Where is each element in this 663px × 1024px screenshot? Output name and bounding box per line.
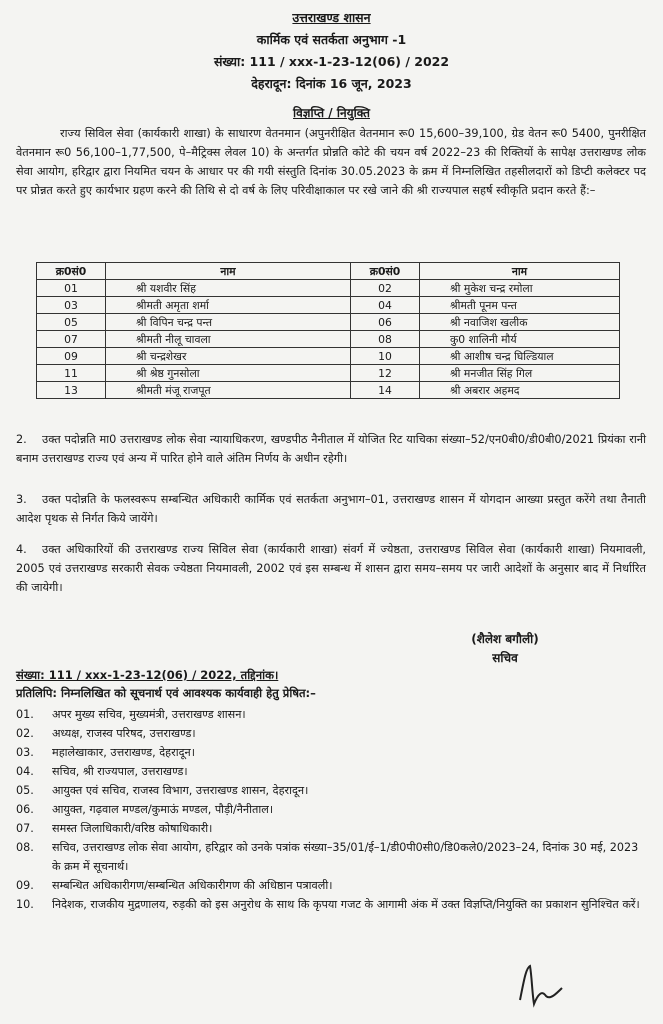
list-item-number: 08.	[16, 841, 34, 854]
sno-cell: 12	[351, 365, 420, 382]
paragraph-4-text: उक्त अधिकारियों की उत्तराखण्ड राज्य सिविल सेवा (कार्यकारी शाखा) संवर्ग में ज्येष्ठता, उत्तराखण्ड सिविल सेवा (कार्यकारी शाखा) नियमावली, 2005 एवं उत्तराखण्ड सरकारी सेवक ज्येष्ठता नियमावली, 2002 एवं इस सम्बन्ध में शासन द्वारा समय–समय पर जारी आदेशों के अनुसार बाद में निर्धारित की जायेगी।	[16, 543, 646, 594]
sno-cell: 04	[351, 297, 420, 314]
name-cell: कु0 शालिनी मौर्य	[420, 331, 620, 348]
col-header-sno-2: क्र0सं0	[351, 263, 420, 280]
copy-list	[16, 705, 646, 914]
sno-cell: 05	[37, 314, 106, 331]
table-row	[37, 348, 620, 365]
list-item	[16, 705, 646, 724]
table-header-row	[37, 263, 620, 280]
list-item-text: सम्बन्धित अधिकारीगण/सम्बन्धित अधिकारीगण की अधिष्ठान पत्रावली।	[52, 879, 333, 892]
name-cell: श्रीमती पूनम पन्त	[420, 297, 620, 314]
sno-cell: 10	[351, 348, 420, 365]
name-cell: श्रीमती मंजू राजपूत	[106, 382, 351, 399]
table-row	[37, 297, 620, 314]
list-item	[16, 724, 646, 743]
list-item-text: समस्त जिलाधिकारी/वरिष्ठ कोषाधिकारी।	[52, 822, 213, 835]
table-row	[37, 280, 620, 297]
name-cell: श्री चन्द्रशेखर	[106, 348, 351, 365]
paragraph-2-number: 2.	[16, 433, 27, 446]
paragraph-2-text: उक्त पदोन्नति मा0 उत्तराखण्ड लोक सेवा न्यायाधिकरण, खण्डपीठ नैनीताल में योजित रिट याचिका संख्या–52/एन0बी0/डी0बी0/2021 प्रियंका रानी बनाम उत्तराखण्ड राज्य एवं अन्य में पारित होने वाले अंतिम निर्णय के अधीन रहेगी।	[16, 433, 646, 465]
signatory-designation: सचिव	[492, 651, 518, 665]
list-item-text: अपर मुख्य सचिव, मुख्यमंत्री, उत्तराखण्ड शासन।	[52, 708, 246, 721]
paragraph-3	[16, 490, 646, 528]
list-item-number: 01.	[16, 708, 34, 721]
name-cell: श्री मुकेश चन्द्र रमोला	[420, 280, 620, 297]
sno-cell: 09	[37, 348, 106, 365]
document-heading: विज्ञप्ति / नियुक्ति	[293, 106, 370, 120]
list-item-text: अध्यक्ष, राजस्व परिषद, उत्तराखण्ड।	[52, 727, 196, 740]
list-item	[16, 876, 646, 895]
list-item-number: 06.	[16, 803, 34, 816]
name-cell: श्री श्रेष्ठ गुनसोला	[106, 365, 351, 382]
list-item	[16, 743, 646, 762]
signature-block	[440, 630, 570, 668]
list-item-number: 02.	[16, 727, 34, 740]
col-header-name-2: नाम	[420, 263, 620, 280]
order-number: संख्या: 111 / xxx-1-23-12(06) / 2022	[213, 54, 450, 69]
promotion-table	[36, 262, 620, 399]
list-item	[16, 819, 646, 838]
name-cell: श्री यशवीर सिंह	[106, 280, 351, 297]
sno-cell: 07	[37, 331, 106, 348]
signatory-name: (शैलेश बगौली)	[471, 632, 539, 646]
list-item-number: 07.	[16, 822, 34, 835]
table-row	[37, 365, 620, 382]
paragraph-3-text: उक्त पदोन्नति के फलस्वरूप सम्बन्धित अधिकारी कार्मिक एवं सतर्कता अनुभाग–01, उत्तराखण्ड शासन में योगदान आख्या प्रस्तुत करेंगे तथा तैनाती आदेश पृथक से निर्गत किये जायेंगे।	[16, 493, 646, 525]
sno-cell: 03	[37, 297, 106, 314]
list-item-number: 04.	[16, 765, 34, 778]
col-header-name-1: नाम	[106, 263, 351, 280]
list-item-text: सचिव, श्री राज्यपाल, उत्तराखण्ड।	[52, 765, 188, 778]
paragraph-4	[16, 540, 646, 597]
sno-cell: 08	[351, 331, 420, 348]
sno-cell: 14	[351, 382, 420, 399]
list-item	[16, 895, 646, 914]
name-cell: श्री नवाजिश खलीक	[420, 314, 620, 331]
col-header-sno-1: क्र0सं0	[37, 263, 106, 280]
list-item-number: 03.	[16, 746, 34, 759]
paragraph-4-number: 4.	[16, 543, 27, 556]
sno-cell: 02	[351, 280, 420, 297]
list-item-number: 10.	[16, 898, 34, 911]
name-cell: श्री अबरार अहमद	[420, 382, 620, 399]
sno-cell: 01	[37, 280, 106, 297]
name-cell: श्रीमती अमृता शर्मा	[106, 297, 351, 314]
list-item	[16, 838, 646, 876]
list-item-text: सचिव, उत्तराखण्ड लोक सेवा आयोग, हरिद्वार को उनके पत्रांक संख्या–35/01/ई–1/डी0पी0सी0/डि0कले0/2023–24, दिनांक 30 मई, 2023 के क्रम में सूचनार्थ।	[52, 841, 639, 873]
sno-cell: 13	[37, 382, 106, 399]
table-row	[37, 331, 620, 348]
copy-order-number: संख्या: 111 / xxx-1-23-12(06) / 2022, तद्दिनांक।	[16, 668, 279, 682]
list-item-text: निदेशक, राजकीय मुद्रणालय, रुड़की को इस अनुरोध के साथ कि कृपया गजट के आगामी अंक में उक्त विज्ञप्ति/नियुक्ति का प्रकाशन सुनिश्चित करें।	[52, 898, 640, 911]
name-cell: श्री आशीष चन्द्र घिल्डियाल	[420, 348, 620, 365]
list-item	[16, 800, 646, 819]
list-item-number: 05.	[16, 784, 34, 797]
table-row	[37, 382, 620, 399]
sno-cell: 06	[351, 314, 420, 331]
table-row	[37, 314, 620, 331]
list-item-text: आयुक्त, गढ़वाल मण्डल/कुमाऊं मण्डल, पौड़ी/नैनीताल।	[52, 803, 274, 816]
list-item	[16, 762, 646, 781]
place-date: देहरादून: दिनांक 16 जून, 2023	[251, 76, 412, 91]
paragraph-1: राज्य सिविल सेवा (कार्यकारी शाखा) के साधारण वेतनमान (अपुनरीक्षित वेतनमान रू0 15,600–39,100, ग्रेड वेतन रू0 5400, पुनरीक्षित वेतनमान रू0 56,100–1,77,500, पे–मैट्रिक्स लेवल 10) के अन्तर्गत प्रोन्नति कोटे की चयन वर्ष 2022–23 की रिक्तियों के सापेक्ष उत्तराखण्ड लोक सेवा आयोग, हरिद्वार द्वारा नियमित चयन के आधार पर की गयी संस्तुति दिनांक 30.05.2023 के क्रम में निम्नलिखित तहसीलदारों को डिप्टी कलेक्टर पद पर प्रोन्नत करते हुए कार्यभार ग्रहण करने की तिथि से दो वर्ष के लिए परिवीक्षाकाल पर रखे जाने की श्री राज्यपाल सहर्ष स्वीकृति प्रदान करते हैं:–	[16, 127, 646, 197]
list-item-number: 09.	[16, 879, 34, 892]
name-cell: श्री मनजीत सिंह गिल	[420, 365, 620, 382]
department-name: कार्मिक एवं सतर्कता अनुभाग -1	[256, 32, 407, 47]
name-cell: श्रीमती नीलू चावला	[106, 331, 351, 348]
sno-cell: 11	[37, 365, 106, 382]
paragraph-3-number: 3.	[16, 493, 27, 506]
list-item-text: आयुक्त एवं सचिव, राजस्व विभाग, उत्तराखण्ड शासन, देहरादून।	[52, 784, 309, 797]
handwritten-signature	[512, 960, 572, 1010]
paragraph-2	[16, 430, 646, 468]
list-item-text: महालेखाकार, उत्तराखण्ड, देहरादून।	[52, 746, 195, 759]
government-name: उत्तराखण्ड शासन	[292, 10, 371, 25]
copy-header	[16, 666, 656, 702]
name-cell: श्री विपिन चन्द्र पन्त	[106, 314, 351, 331]
list-item	[16, 781, 646, 800]
copy-intro: प्रतिलिपि: निम्नलिखित को सूचनार्थ एवं आवश्यक कार्यवाही हेतु प्रेषित:–	[16, 686, 316, 700]
